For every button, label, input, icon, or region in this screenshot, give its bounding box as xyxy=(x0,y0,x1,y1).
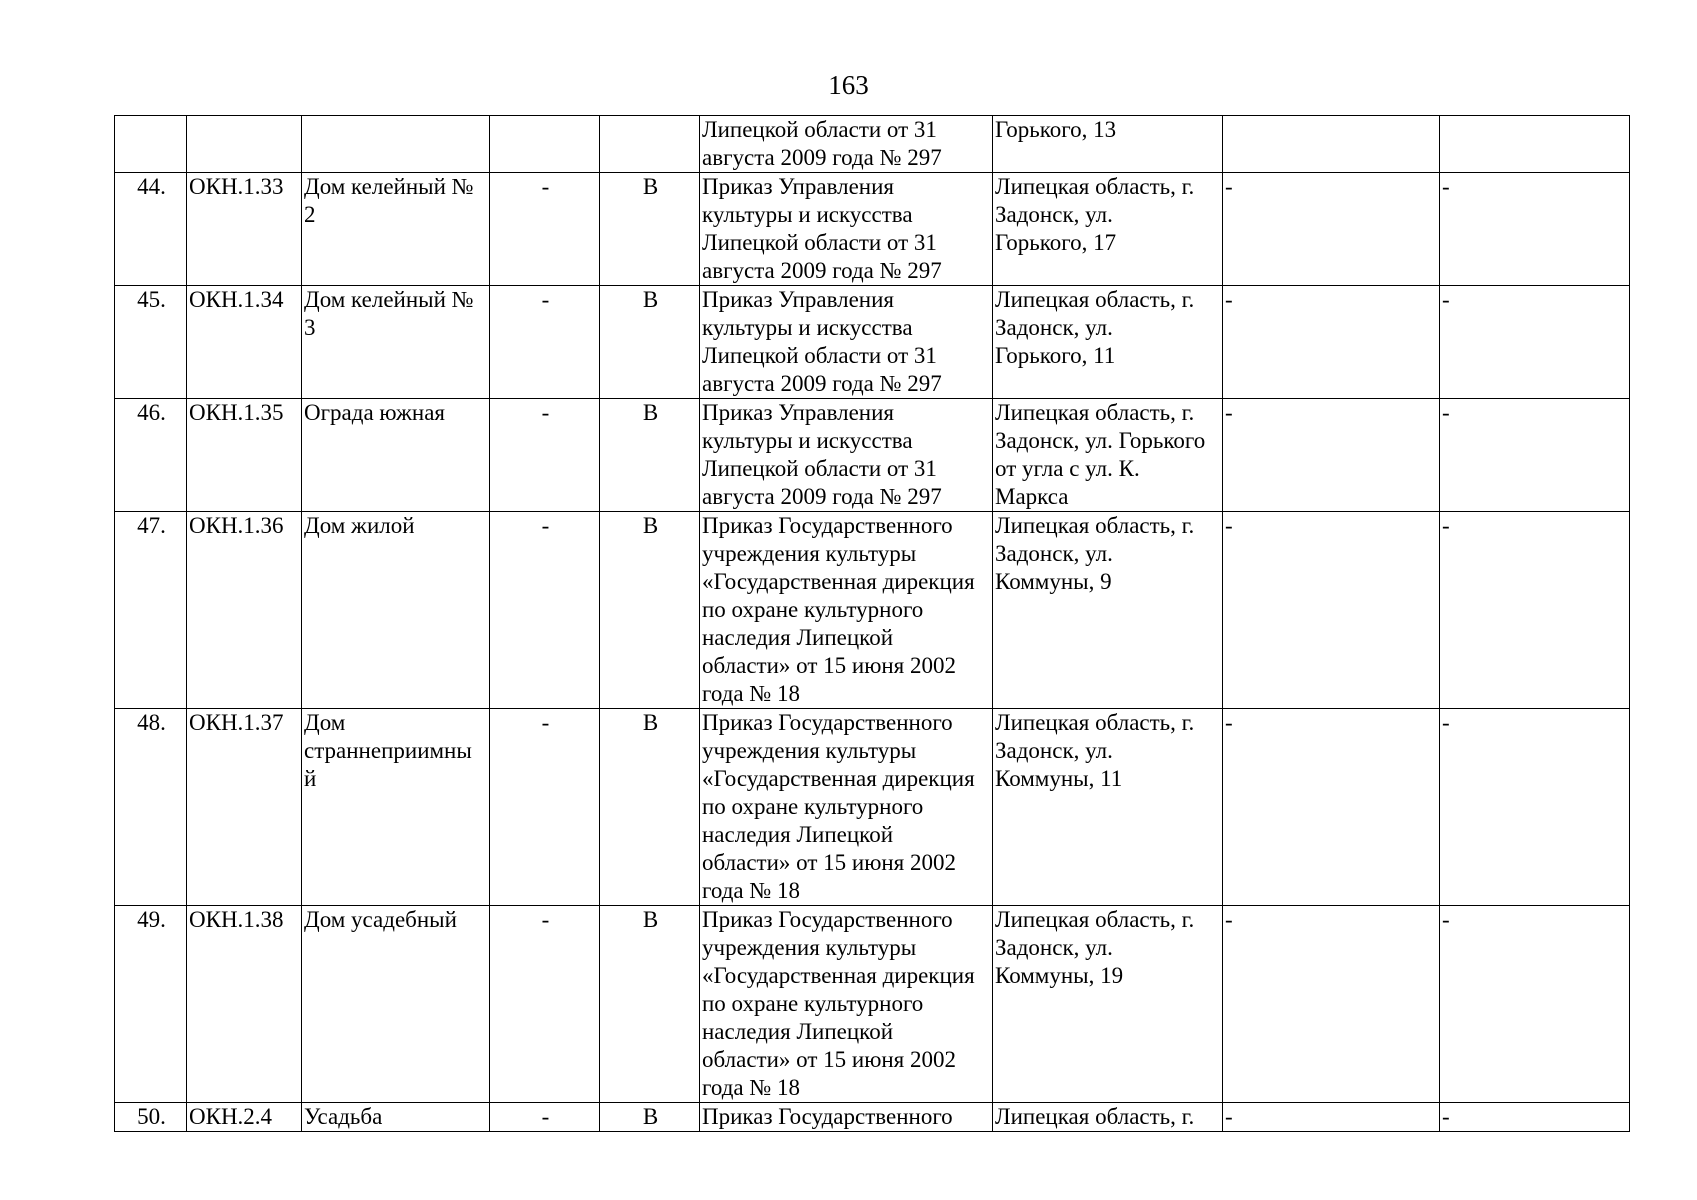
object-code-cell: ОКН.1.37 xyxy=(187,709,302,906)
row-number-cell: 48. xyxy=(115,709,187,906)
object-name-cell: Дом страннеприимны й xyxy=(302,709,490,906)
object-name-cell: Дом келейный № 2 xyxy=(302,173,490,286)
page-number: 163 xyxy=(828,70,869,100)
table-row xyxy=(115,709,1630,906)
object-name-cell xyxy=(302,116,490,173)
category-cell: В xyxy=(600,1103,700,1132)
object-code-cell: ОКН.1.33 xyxy=(187,173,302,286)
column-9-cell: - xyxy=(1440,286,1630,399)
row-number-cell xyxy=(115,116,187,173)
column-8-cell: - xyxy=(1223,399,1440,512)
column-8-cell: - xyxy=(1223,512,1440,709)
table-row xyxy=(115,1103,1630,1132)
address-cell: Липецкая область, г. Задонск, ул. Горького, 11 xyxy=(993,286,1223,399)
address-cell: Горького, 13 xyxy=(993,116,1223,173)
column-4-cell: - xyxy=(490,1103,600,1132)
address-cell: Липецкая область, г. Задонск, ул. Горького, 17 xyxy=(993,173,1223,286)
object-name-cell: Ограда южная xyxy=(302,399,490,512)
object-code-cell: ОКН.1.38 xyxy=(187,906,302,1103)
table-row xyxy=(115,173,1630,286)
category-cell: В xyxy=(600,286,700,399)
document-cell: Приказ Государственного учреждения культуры «Государственная дирекция по охране культурного наследия Липецкой области» от 15 июня 2002 года № 18 xyxy=(700,709,993,906)
column-8-cell: - xyxy=(1223,1103,1440,1132)
table-row xyxy=(115,286,1630,399)
column-4-cell: - xyxy=(490,512,600,709)
column-8-cell: - xyxy=(1223,286,1440,399)
row-number-cell: 45. xyxy=(115,286,187,399)
row-number-cell: 50. xyxy=(115,1103,187,1132)
row-number-cell: 49. xyxy=(115,906,187,1103)
object-code-cell xyxy=(187,116,302,173)
column-9-cell: - xyxy=(1440,906,1630,1103)
row-number-cell: 47. xyxy=(115,512,187,709)
column-4-cell: - xyxy=(490,286,600,399)
column-9-cell: - xyxy=(1440,709,1630,906)
column-4-cell: - xyxy=(490,399,600,512)
column-4-cell: - xyxy=(490,709,600,906)
category-cell: В xyxy=(600,173,700,286)
column-4-cell: - xyxy=(490,173,600,286)
document-cell: Приказ Государственного xyxy=(700,1103,993,1132)
column-4-cell: - xyxy=(490,906,600,1103)
document-cell: Приказ Государственного учреждения культуры «Государственная дирекция по охране культурного наследия Липецкой области» от 15 июня 2002 года № 18 xyxy=(700,906,993,1103)
category-cell: В xyxy=(600,512,700,709)
object-code-cell: ОКН.1.34 xyxy=(187,286,302,399)
column-9-cell: - xyxy=(1440,173,1630,286)
document-cell: Приказ Государственного учреждения культуры «Государственная дирекция по охране культурного наследия Липецкой области» от 15 июня 2002 года № 18 xyxy=(700,512,993,709)
category-cell: В xyxy=(600,709,700,906)
document-cell: Приказ Управления культуры и искусства Липецкой области от 31 августа 2009 года № 297 xyxy=(700,399,993,512)
object-name-cell: Усадьба xyxy=(302,1103,490,1132)
category-cell: В xyxy=(600,399,700,512)
column-9-cell: - xyxy=(1440,512,1630,709)
category-cell: В xyxy=(600,906,700,1103)
column-4-cell xyxy=(490,116,600,173)
heritage-objects-table xyxy=(114,115,1630,1132)
address-cell: Липецкая область, г. Задонск, ул. Горького от угла с ул. К. Маркса xyxy=(993,399,1223,512)
column-8-cell xyxy=(1223,116,1440,173)
object-name-cell: Дом усадебный xyxy=(302,906,490,1103)
table-row xyxy=(115,512,1630,709)
object-code-cell: ОКН.2.4 xyxy=(187,1103,302,1132)
category-cell xyxy=(600,116,700,173)
address-cell: Липецкая область, г. Задонск, ул. Коммуны, 9 xyxy=(993,512,1223,709)
object-code-cell: ОКН.1.36 xyxy=(187,512,302,709)
table-row xyxy=(115,399,1630,512)
table-row xyxy=(115,116,1630,173)
row-number-cell: 44. xyxy=(115,173,187,286)
column-9-cell xyxy=(1440,116,1630,173)
column-8-cell: - xyxy=(1223,709,1440,906)
address-cell: Липецкая область, г. xyxy=(993,1103,1223,1132)
document-cell: Липецкой области от 31 августа 2009 года № 297 xyxy=(700,116,993,173)
column-9-cell: - xyxy=(1440,399,1630,512)
column-8-cell: - xyxy=(1223,906,1440,1103)
column-9-cell: - xyxy=(1440,1103,1630,1132)
document-cell: Приказ Управления культуры и искусства Липецкой области от 31 августа 2009 года № 297 xyxy=(700,286,993,399)
object-name-cell: Дом келейный № 3 xyxy=(302,286,490,399)
address-cell: Липецкая область, г. Задонск, ул. Коммуны, 11 xyxy=(993,709,1223,906)
object-code-cell: ОКН.1.35 xyxy=(187,399,302,512)
row-number-cell: 46. xyxy=(115,399,187,512)
document-cell: Приказ Управления культуры и искусства Липецкой области от 31 августа 2009 года № 297 xyxy=(700,173,993,286)
address-cell: Липецкая область, г. Задонск, ул. Коммуны, 19 xyxy=(993,906,1223,1103)
object-name-cell: Дом жилой xyxy=(302,512,490,709)
column-8-cell: - xyxy=(1223,173,1440,286)
table-row xyxy=(115,906,1630,1103)
